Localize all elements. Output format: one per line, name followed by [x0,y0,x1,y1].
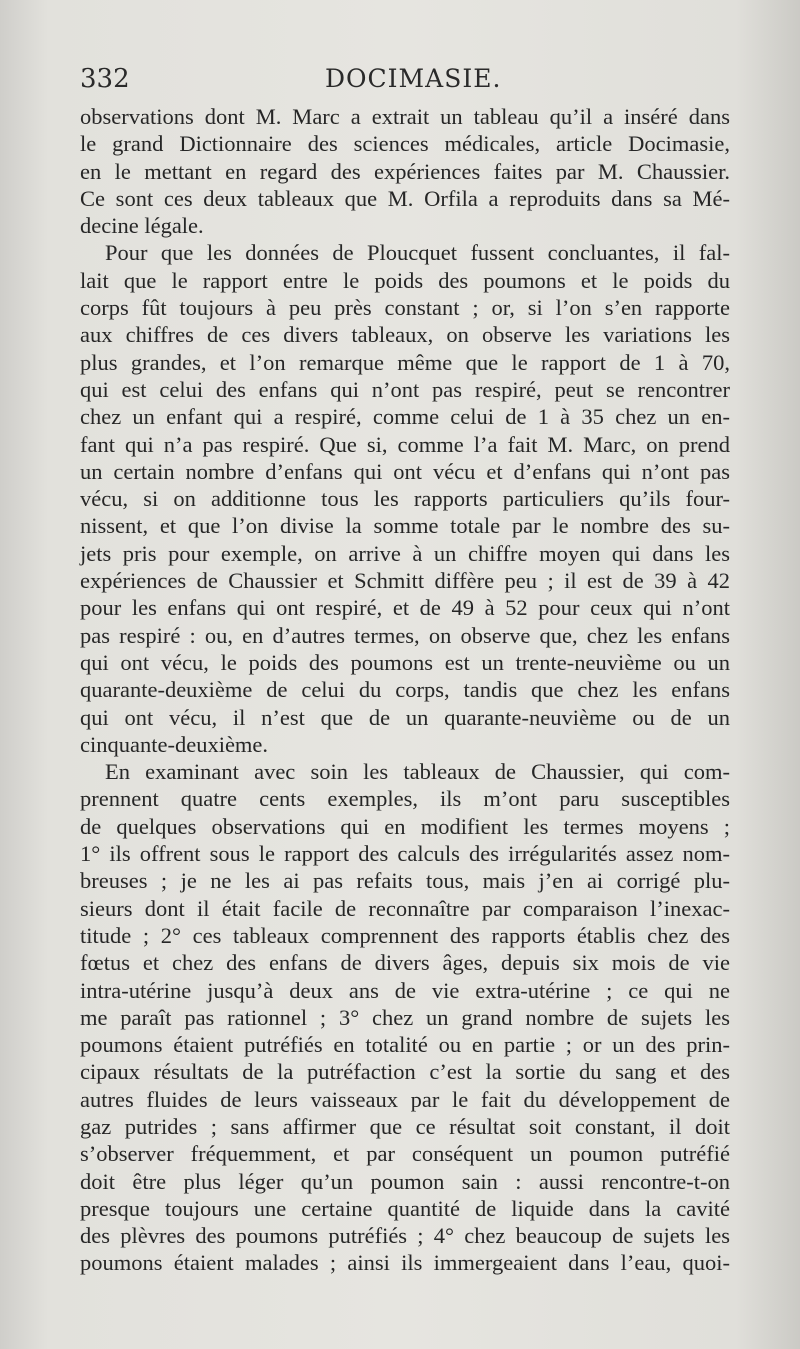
text-line: cinquante-deuxième. [80,731,269,757]
paragraph-2 [80,239,730,758]
text-line: doit être plus léger qu’un poumon sain : aussi rencontre-t-on [80,1168,730,1194]
text-line: sieurs dont il était facile de reconnaître par comparaison l’inexac- [80,895,730,921]
paragraph-3 [80,758,730,1277]
text-line: observations dont M. Marc a extrait un tableau qu’il a inséré dans [80,104,730,129]
text-line: pas respiré : ou, en d’autres termes, on observe que, chez les enfans [80,622,730,648]
text-line: decine légale. [80,213,204,239]
text-line: me paraît pas rationnel ; 3° chez un grand nombre de sujets les [80,1004,730,1030]
text-line: cipaux résultats de la putréfaction c’est la sortie du sang et des [80,1059,730,1085]
text-line: plus grandes, et l’on remarque même que le rapport de 1 à 70, [80,349,730,375]
text-line: corps fût toujours à peu près constant ; or, si l’on s’en rapporte [80,295,730,321]
text-line: qui est celui des enfans qui n’ont pas respiré, peut se rencontrer [80,376,730,402]
text-line: En examinant avec soin les tableaux de Chaussier, qui com- [105,759,730,785]
text-line: intra-utérine jusqu’à deux ans de vie extra-utérine ; ce qui ne [80,977,730,1003]
text-line: pour les enfans qui ont respiré, et de 49 à 52 pour ceux qui n’ont [80,595,730,621]
text-line: de quelques observations qui en modifient les termes moyens ; [80,813,730,839]
paragraph-1 [80,103,730,239]
text-line: autres fluides de leurs vaisseaux par le fait du développement de [80,1086,730,1112]
header-title: DOCIMASIE. [325,64,502,93]
text-line: Ce sont ces deux tableaux que M. Orfila a reproduits dans sa Mé- [80,185,730,211]
running-head [80,62,730,102]
text-line: prennent quatre cents exemples, ils m’ont paru susceptibles [80,786,730,812]
text-line: le grand Dictionnaire des sciences médicales, article Docimasie, [80,131,730,157]
text-line: quarante-deuxième de celui du corps, tandis que chez les enfans [80,677,730,703]
text-line: en le mettant en regard des expériences faites par M. Chaussier. [80,158,730,184]
text-line: aux chiffres de ces divers tableaux, on observe les variations les [80,322,730,348]
text-line: un certain nombre d’enfans qui ont vécu et d’enfans qui n’ont pas [80,458,730,484]
text-line: expériences de Chaussier et Schmitt diffère peu ; il est de 39 à 42 [80,568,730,594]
text-line: s’observer fréquemment, et par conséquent un poumon putréfié [80,1141,730,1167]
text-line: fœtus et chez des enfans de divers âges, depuis six mois de vie [80,950,730,976]
text-line: vécu, si on additionne tous les rapports particuliers qu’ils four- [80,486,730,512]
text-line: nissent, et que l’on divise la somme totale par le nombre des su- [80,513,730,539]
text-line: poumons étaient putréfiés en totalité ou en partie ; or un des prin- [80,1032,730,1058]
page-number: 332 [80,64,130,94]
text-line: Pour que les données de Ploucquet fussent concluantes, il fal- [105,240,730,266]
text-line: breuses ; je ne les ai pas refaits tous, mais j’en ai corrigé plu- [80,868,730,894]
text-line: 1° ils offrent sous le rapport des calculs des irrégularités assez nom- [80,841,730,867]
text-line: lait que le rapport entre le poids des poumons et le poids du [80,267,730,293]
text-line: poumons étaient malades ; ainsi ils immergeaient dans l’eau, quoi- [80,1250,730,1276]
text-line: presque toujours une certaine quantité de liquide dans la cavité [80,1195,730,1221]
text-line: jets pris pour exemple, on arrive à un chiffre moyen qui dans les [80,540,730,566]
text-line: des plèvres des poumons putréfiés ; 4° chez beaucoup de sujets les [80,1223,730,1249]
text-line: qui ont vécu, le poids des poumons est un trente-neuvième ou un [80,649,730,675]
body-text [80,103,730,1277]
text-line: qui ont vécu, il n’est que de un quarante-neuvième ou de un [80,704,730,730]
text-line: gaz putrides ; sans affirmer que ce résultat soit constant, il doit [80,1113,730,1139]
text-line: titude ; 2° ces tableaux comprennent des rapports établis chez des [80,922,730,948]
text-line: chez un enfant qui a respiré, comme celui de 1 à 35 chez un en- [80,404,730,430]
text-line: fant qui n’a pas respiré. Que si, comme l’a fait M. Marc, on prend [80,431,730,457]
